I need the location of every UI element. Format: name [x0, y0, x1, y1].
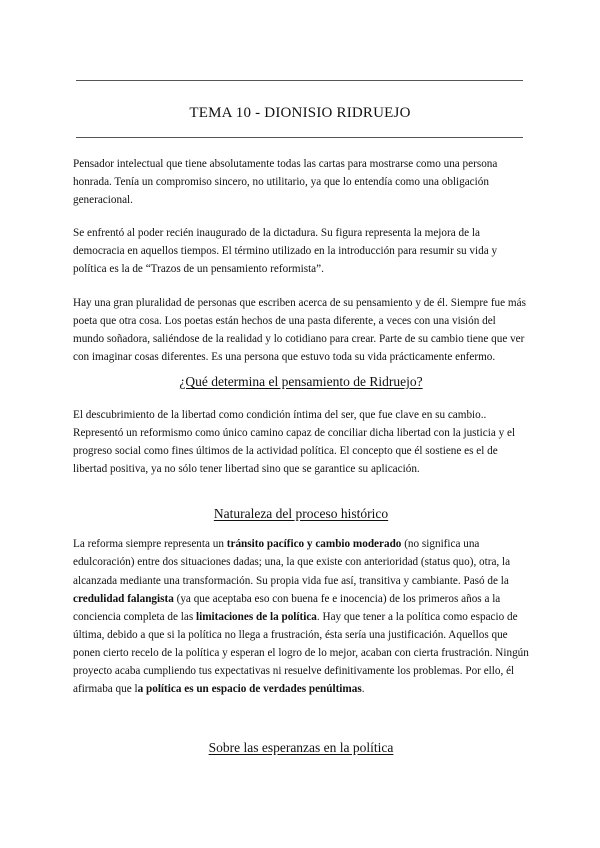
text-run: . Hay que tener a la política como espacio de última, debido a que si la política no llega a frustración, ésta sería una justificación. Aquellos que ponen cierto recelo de la política y esperan el logro de lo mejor, acaban con cierta frustración. Ningún proyecto acaba cumpliendo tus expectativas ni resuelve definitivamente los problemas. Por ello, él afirmaba que l	[73, 610, 529, 696]
section-heading-hopes: Sobre las esperanzas en la política	[208, 740, 394, 756]
bold-term-penultimate-truths: a política es un espacio de verdades penúltimas	[137, 683, 362, 696]
section-heading-thought: ¿Qué determina el pensamiento de Ridruejo?	[179, 373, 423, 389]
text-run: La reforma siempre representa un	[73, 538, 227, 551]
bold-term-peaceful-transit: tránsito pacífico y cambio moderado	[226, 538, 402, 551]
paragraph-intro: Pensador intelectual que tiene absolutamente todas las cartas para mostrarse como una persona honrada. Tenía un compromiso sincero, no utilitario, ya que lo entendía como una obligación generacional.	[73, 158, 498, 207]
title-bottom-rule	[76, 137, 523, 138]
paragraph-freedom: El descubrimiento de la libertad como condición íntima del ser, que fue clave en su cambio.. Representó un reformismo como único camino capaz de conciliar dicha libertad con la justicia y el progreso social como fines últimos de la actividad política. El concepto que él sostiene es el de libertad positiva, ya no sólo tener libertad sino que se garantice su aplicación.	[73, 408, 516, 476]
bold-term-falangist-credulity: credulidad falangista	[73, 592, 174, 605]
title-top-rule	[76, 80, 523, 81]
paragraph-poet: Hay una gran pluralidad de personas que escriben acerca de su pensamiento y de él. Siempre fue más poeta que otra cosa. Los poetas están hechos de una pasta diferente, a veces con una visión del mundo soñadora, saliéndose de la realidad y lo cotidiano para crear. Parte de su cambio tiene que ver con imaginar cosas diferentes. Es una persona que estuvo toda su vida prácticamente enfermo.	[73, 296, 526, 363]
paragraph-dictatorship: Se enfrentó al poder recién inaugurado de la dictadura. Su figura representa la mejora de la democracia en aquellos tiempos. El término utilizado en la introducción para resumir su vida y política es la de “Trazos de un pensamiento reformista”.	[73, 227, 498, 276]
text-run: .	[361, 683, 365, 696]
text-run: (ya que aceptaba eso con buena fe e inocencia) de los primeros años a la conciencia completa de las	[73, 592, 501, 623]
document-body	[73, 155, 529, 756]
section-heading-historical-process: Naturaleza del proceso histórico	[213, 506, 389, 522]
paragraph-reform	[73, 535, 529, 698]
text-run: (no significa una edulcoración) entre dos situaciones dadas; una, la que existe con anterioridad (status quo), otra, la alcanzada mediante una transformación. Su propia vida fue así, transitiva y cambiante. Pasó de la	[73, 538, 511, 587]
page-title: TEMA 10 - DIONISIO RIDRUEJO	[189, 105, 411, 121]
bold-term-limits-of-politics: limitaciones de la política	[196, 610, 317, 623]
